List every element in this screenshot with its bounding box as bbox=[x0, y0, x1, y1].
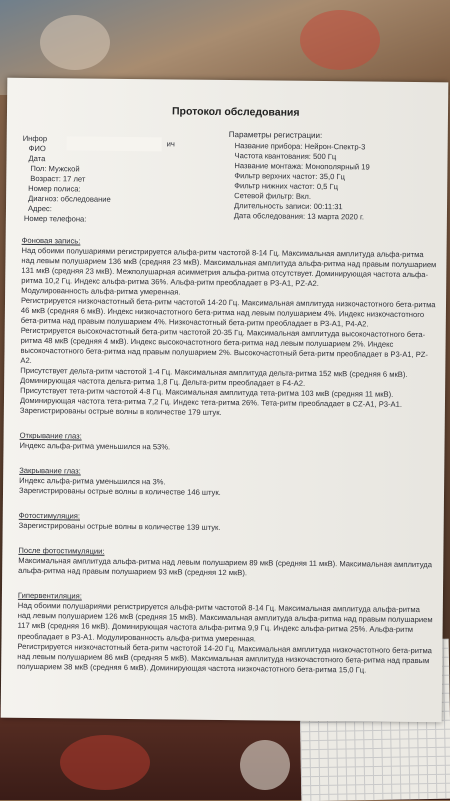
section-title: После фотостимуляции: bbox=[18, 546, 105, 557]
background-decoration bbox=[240, 740, 290, 790]
section-title: Закрывание глаз: bbox=[19, 466, 81, 476]
paragraph: Модулированность альфа-ритма умеренная. bbox=[21, 285, 181, 297]
paragraph: Максимальная амплитуда альфа-ритма над левым полушарием 89 мкВ (средняя 11 мкВ). Максимальная амплитуда альфа-ритма над правым полушарием 93 мкВ (средняя 12 мкВ). bbox=[18, 556, 432, 578]
paragraph: Присутствует дельта-ритм частотой 1-4 Гц. Максимальная амплитуда дельта-ритма 152 мкВ (средняя 6 мкВ). Доминирующая частота дельта-ритма 1,8 Гц. Дельта-ритм преобладает в F4-A2. bbox=[20, 366, 408, 389]
param-line: Название монтажа: Монополярный 19 bbox=[234, 160, 370, 172]
patient-line: Диагноз: обследование bbox=[28, 194, 111, 204]
patient-line: Номер телефона: bbox=[23, 214, 87, 224]
patient-line: Адрес: bbox=[27, 204, 52, 214]
patient-line: Номер полиса: bbox=[28, 184, 81, 194]
patient-line: Возраст: 17 лет bbox=[30, 174, 86, 184]
section-title: Фоновая запись: bbox=[21, 235, 81, 246]
document-title: Протокол обследования bbox=[171, 105, 300, 119]
paragraph: Индекс альфа-ритма уменьшился на 53%. bbox=[19, 441, 171, 452]
param-line: Сетевой фильтр: Вкл. bbox=[234, 190, 312, 201]
paragraph: Зарегистрированы острые волны в количестве 146 штук. bbox=[18, 486, 221, 498]
param-line: Фильтр нижних частот: 0,5 Гц bbox=[234, 180, 339, 191]
background-decoration bbox=[300, 10, 380, 70]
param-line: Название прибора: Нейрон-Спектр-3 bbox=[234, 140, 366, 152]
section-title: Гипервентиляция: bbox=[17, 591, 82, 601]
registration-params bbox=[228, 130, 439, 223]
paragraph: Регистрируется низкочастотный бета-ритм частотой 14-20 Гц. Максимальная амплитуда низкочастотного бета-ритма над левым полушарием 86 мкВ (средняя 5 мкВ). Максимальная амплитуда низкочастотного бета-ритма над правым полушарием 38 мкВ (средняя 6 мкВ). Доминирующая частота низкочастотного бета-ритма 15,0 Гц. bbox=[17, 641, 432, 675]
paragraph: Присутствует тета-ритм частотой 4-8 Гц. Максимальная амплитуда тета-ритма 103 мкВ (средняя 11 мкВ). Доминирующая частота тета-ритма 7,2 Гц. Индекс тета-ритма 26%. Тета-ритм преобладает в CZ-A1, P3-A1. bbox=[19, 386, 403, 410]
paragraph: Зарегистрированы острые волны в количестве 179 штук. bbox=[19, 406, 222, 418]
section-title: Открывание глаз: bbox=[19, 431, 82, 441]
patient-line: Инфор bbox=[22, 133, 48, 144]
background-decoration bbox=[60, 735, 150, 790]
report-body bbox=[17, 236, 438, 683]
patient-name-fragment: ич bbox=[166, 139, 175, 149]
section-after-photostimulation bbox=[18, 546, 434, 580]
section-eyes-open bbox=[19, 431, 435, 455]
patient-line: Дата bbox=[28, 153, 46, 164]
patient-line: Пол: Мужской bbox=[30, 164, 80, 174]
param-line: Частота квантования: 500 Гц bbox=[234, 150, 337, 161]
param-line: Дата обследования: 13 марта 2020 г. bbox=[233, 210, 365, 222]
background-decoration bbox=[40, 15, 110, 70]
patient-line: ФИО bbox=[28, 143, 46, 154]
section-title: Фотостимуляция: bbox=[18, 511, 81, 521]
paragraph: Над обоими полушариями регистрируется альфа-ритм частотой 8-14 Гц. Максимальная амплитуда альфа-ритма над левым полушарием 126 мкВ (средняя 15 мкВ). Максимальная амплитуда альфа-ритма над правым полушарием 117 мкВ (средняя 16 мкВ). Доминирующая частота альфа-ритма 9,9 Гц. Индекс альфа-ритма 25%. Альфа-ритм преобладает в P3-A1. Модулированность альфа-ритма умеренная. bbox=[17, 601, 433, 643]
param-line: Длительность записи: 00:11:31 bbox=[233, 200, 343, 211]
paragraph: Регистрируется низкочастотный бета-ритм частотой 14-20 Гц. Максимальная амплитуда низкочастотного бета-ритма 46 мкВ (средняя 6 мкВ). Индекс низкочастотного бета-ритма над левым полушарием 4%. Индекс низкочастотного бета-ритма над правым полушарием 4%. Низкочастотный бета-ритм преобладает в P3-A1, P4-A2. bbox=[20, 295, 436, 329]
paragraph: Зарегистрированы острые волны в количестве 139 штук. bbox=[18, 521, 221, 533]
param-line: Фильтр верхних частот: 35,0 Гц bbox=[234, 170, 345, 181]
paragraph: Регистрируется высокочастотный бета-ритм частотой 20-35 Гц. Максимальная амплитуда высокочастотного бета-ритма 48 мкВ (средняя 4 мкВ). Индекс высокочастотного бета-ритма над левым полушарием 2%. Индекс высокочастотного бета-ритма над правым полушарием 2%. Высокочастотный бета-ритм преобладает в P3-A1, PZ-A2. bbox=[20, 326, 429, 366]
document-page bbox=[1, 78, 449, 723]
paragraph: Над обоими полушариями регистрируется альфа-ритм частотой 8-14 Гц. Максимальная амплитуда альфа-ритма над левым полушарием 136 мкВ (средняя 23 мкВ). Максимальная амплитуда альфа-ритма над правым полушарием 131 мкВ (средняя 23 мкВ). Межполушарная асимметрия альфа-ритма отсутствует. Доминирующая частота альфа-ритма 10,2 Гц. Индекс альфа-ритма 36%. Альфа-ритм преобладает в P3-A1, PZ-A2. bbox=[21, 245, 437, 289]
section-hyperventilation bbox=[17, 591, 434, 675]
redacted-area bbox=[67, 136, 162, 151]
params-title: Параметры регистрации: bbox=[228, 130, 323, 141]
section-eyes-closed bbox=[19, 466, 435, 500]
section-photostimulation bbox=[19, 511, 435, 535]
paragraph: Индекс альфа-ритма уменьшился на 3%. bbox=[19, 476, 166, 487]
section-background bbox=[20, 236, 438, 421]
